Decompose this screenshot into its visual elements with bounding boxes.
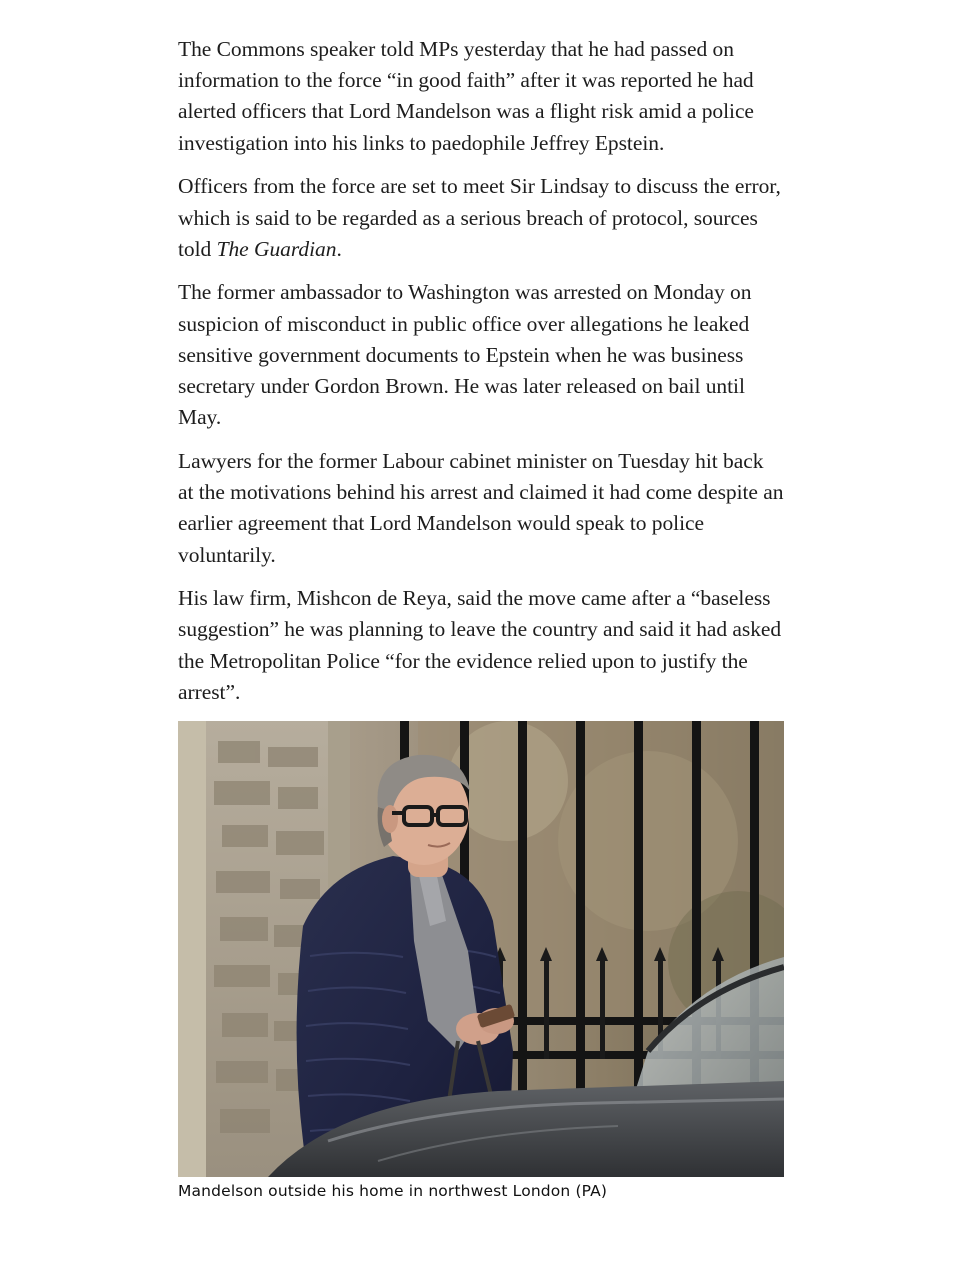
article-paragraph-lawyers: Lawyers for the former Labour cabinet minister on Tuesday hit back at the motivations behind his arrest and claimed it had come despite an earlier agreement that Lord Mandelson would speak to police voluntarily. — [178, 448, 784, 567]
publication-name: The Guardian — [216, 236, 337, 261]
article-figure — [178, 721, 784, 1202]
paragraph-text-end: . — [336, 236, 342, 261]
article-paragraph-law-firm: His law firm, Mishcon de Reya, said the move came after a “baseless suggestion” he was planning to leave the country and said it had asked the Metropolitan Police “for the evidence relied upon to justify the arrest”. — [178, 586, 782, 704]
photo-caption: Mandelson outside his home in northwest London (PA) — [178, 1181, 608, 1200]
article-photo — [178, 721, 784, 1177]
article-body — [178, 34, 784, 1202]
paragraph-text: Officers from the force are set to meet Sir Lindsay to discuss the error, which is said to be regarded as a serious breach of protocol, sources told — [178, 174, 781, 261]
article-paragraph-officers — [178, 171, 784, 265]
article-paragraph-arrest: The former ambassador to Washington was arrested on Monday on suspicion of misconduct in public office over allegations he leaked sensitive government documents to Epstein when he was business secretary under Gordon Brown. He was later released on bail until May. — [178, 280, 752, 430]
article-paragraph-speaker: The Commons speaker told MPs yesterday that he had passed on information to the force “in good faith” after it was reported he had alerted officers that Lord Mandelson was a flight risk amid a police investigation into his links to paedophile Jeffrey Epstein. — [178, 37, 754, 155]
